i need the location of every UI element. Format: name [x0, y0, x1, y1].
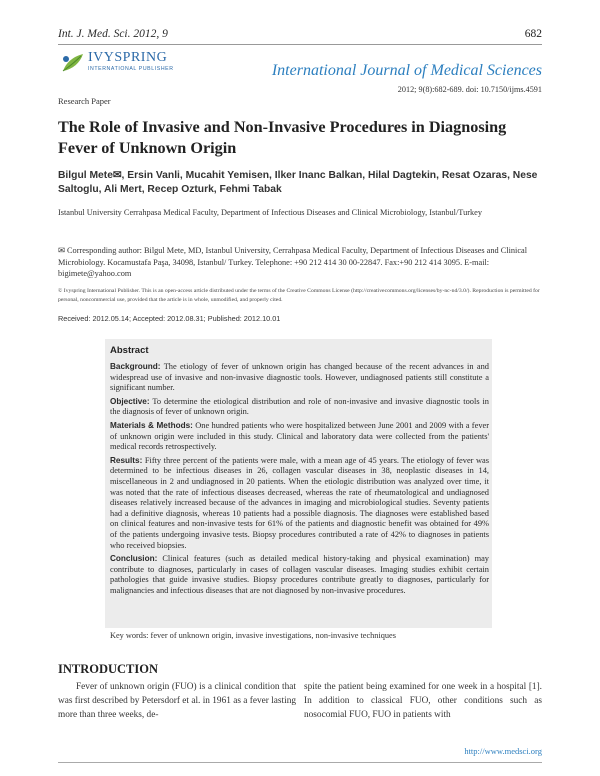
logo-subtitle: INTERNATIONAL PUBLISHER — [88, 66, 174, 72]
intro-paragraph-left: Fever of unknown origin (FUO) is a clinical condition that was first described by Petersdorf et al. in 1961 as a fever lasting more than three weeks, de- — [58, 682, 296, 720]
paper-type: Research Paper — [58, 96, 111, 106]
abstract-objective — [110, 397, 489, 418]
journal-title[interactable]: International Journal of Medical Sciences — [271, 62, 542, 79]
footer-rule — [58, 762, 542, 763]
author-list: Bilgul Mete✉, Ersin Vanli, Mucahit Yemisen, Ilker Inanc Balkan, Hilal Dagtekin, Resat Ozaras, Nese Saltoglu, Ali Mert, Recep Ozturk, Fehmi Tabak — [58, 170, 538, 195]
page-number: 682 — [524, 28, 542, 40]
results-label: Results: — [110, 455, 143, 465]
keywords: Key words: fever of unknown origin, invasive investigations, non-invasive techniques — [110, 631, 396, 640]
paper-title: The Role of Invasive and Non-Invasive Procedures in Diagnosing Fever of Unknown Origin — [58, 118, 507, 157]
publisher-logo — [60, 51, 210, 79]
license-notice: © Ivyspring International Publisher. This is an open-access article distributed under the terms of the Creative Commons License (http://creativecommons.org/licenses/by-nc-nd/3.0/). Reproduction is permitted for personal, noncommercial use, provided that the article is in whole, unmodified, and properly cited. — [58, 288, 540, 303]
footer-url-link[interactable]: http://www.medsci.org — [464, 746, 542, 756]
results-text: Fifty three percent of the patients were male, with a mean age of 45 years. The etiology of fever was determined to be infectious diseases in 26, collagen vascular diseases in 38, neoplastic diseases in 14, miscellaneous in 2 and undiagnosed in 20 patients. When the etiologic distribution was analyzed over time, it was noted that the rate of infectious diseases decreased, whereas the rate of rheumatological and undiagnosed diseases relatively increased because of the advances in imaging and microbiological studies. Seventy patients had a definitive diagnosis, whereas 10 patients had a possible diagnosis. The diagnoses were established based on clinical features and non-invasive tests for 61% of the patients and diagnostic benefit was obtained for 49% of the patients undergoing invasive tests. Biopsy procedures contributed a rate of 42% to diagnoses in patients who received biopsies. — [110, 455, 489, 550]
abstract-methods — [110, 421, 489, 453]
header-rule — [58, 44, 542, 45]
publication-dates: Received: 2012.05.14; Accepted: 2012.08.31; Published: 2012.10.01 — [58, 314, 281, 323]
abstract-results — [110, 456, 489, 551]
abstract-heading: Abstract — [110, 345, 149, 356]
methods-text: One hundred patients who were hospitalized between June 2001 and 2009 with a fever of unknown origin were included in this study. Clinical and laboratory data were collected from the patients' medical records retrospectively. — [110, 420, 490, 452]
background-label: Background: — [110, 362, 161, 371]
abstract-background — [110, 362, 489, 394]
intro-column-right — [304, 681, 542, 722]
intro-column-left — [58, 681, 296, 722]
methods-label: Materials & Methods: — [110, 420, 193, 430]
conclusion-text: Clinical features (such as detailed medical history-taking and physical examination) may contribute to diagnoses, particularly in cases of collagen vascular diseases. Imaging studies exhibit certain pathologies that guide invasive studies. Biopsy procedures contribute greatly to diagnoses, particularly for malignancies and infectious diseases that are not diagnosed by non-invasive procedures. — [110, 554, 489, 595]
ivy-leaf-icon — [60, 51, 86, 75]
affiliation: Istanbul University Cerrahpasa Medical Faculty, Department of Infectious Diseases and Clinical Microbiology, Istanbul/Turkey — [58, 208, 482, 217]
journal-short-header: Int. J. Med. Sci. 2012, 9 — [58, 28, 168, 40]
corresponding-author: ✉ Corresponding author: Bilgul Mete, MD, Istanbul University, Cerrahpasa Medical Faculty, Department of Infectious Diseases and Clinical Microbiology. Kocamustafa Paşa, 34098, Istanbul/ Turkey. Telephone: +90 212 414 30 00-22847. Fax:+90 212 414 3095. E-mail: bigimete@yahoo.com — [58, 246, 528, 278]
conclusion-label: Conclusion: — [110, 554, 158, 564]
citation: 2012; 9(8):682-689. doi: 10.7150/ijms.4591 — [397, 85, 542, 94]
abstract-conclusion — [110, 554, 489, 596]
objective-label: Objective: — [110, 396, 150, 406]
background-text: The etiology of fever of unknown origin has changed because of the recent advances in and widespread use of invasive and non-invasive diagnostic tools. However, undiagnosed patients still constitute a significant number. — [110, 362, 489, 393]
abstract-body — [110, 362, 489, 599]
logo-name: IVYSPRING — [88, 50, 168, 65]
intro-paragraph-right: spite the patient being examined for one week in a hospital [1]. In addition to classical FUO, other conditions such as nosocomial FUO, FUO in patients with — [304, 682, 542, 720]
objective-text: To determine the etiological distribution and role of non-invasive and invasive diagnostic tools in the diagnosis of fever of unknown origin. — [110, 396, 489, 417]
introduction-heading: INTRODUCTION — [58, 662, 159, 676]
